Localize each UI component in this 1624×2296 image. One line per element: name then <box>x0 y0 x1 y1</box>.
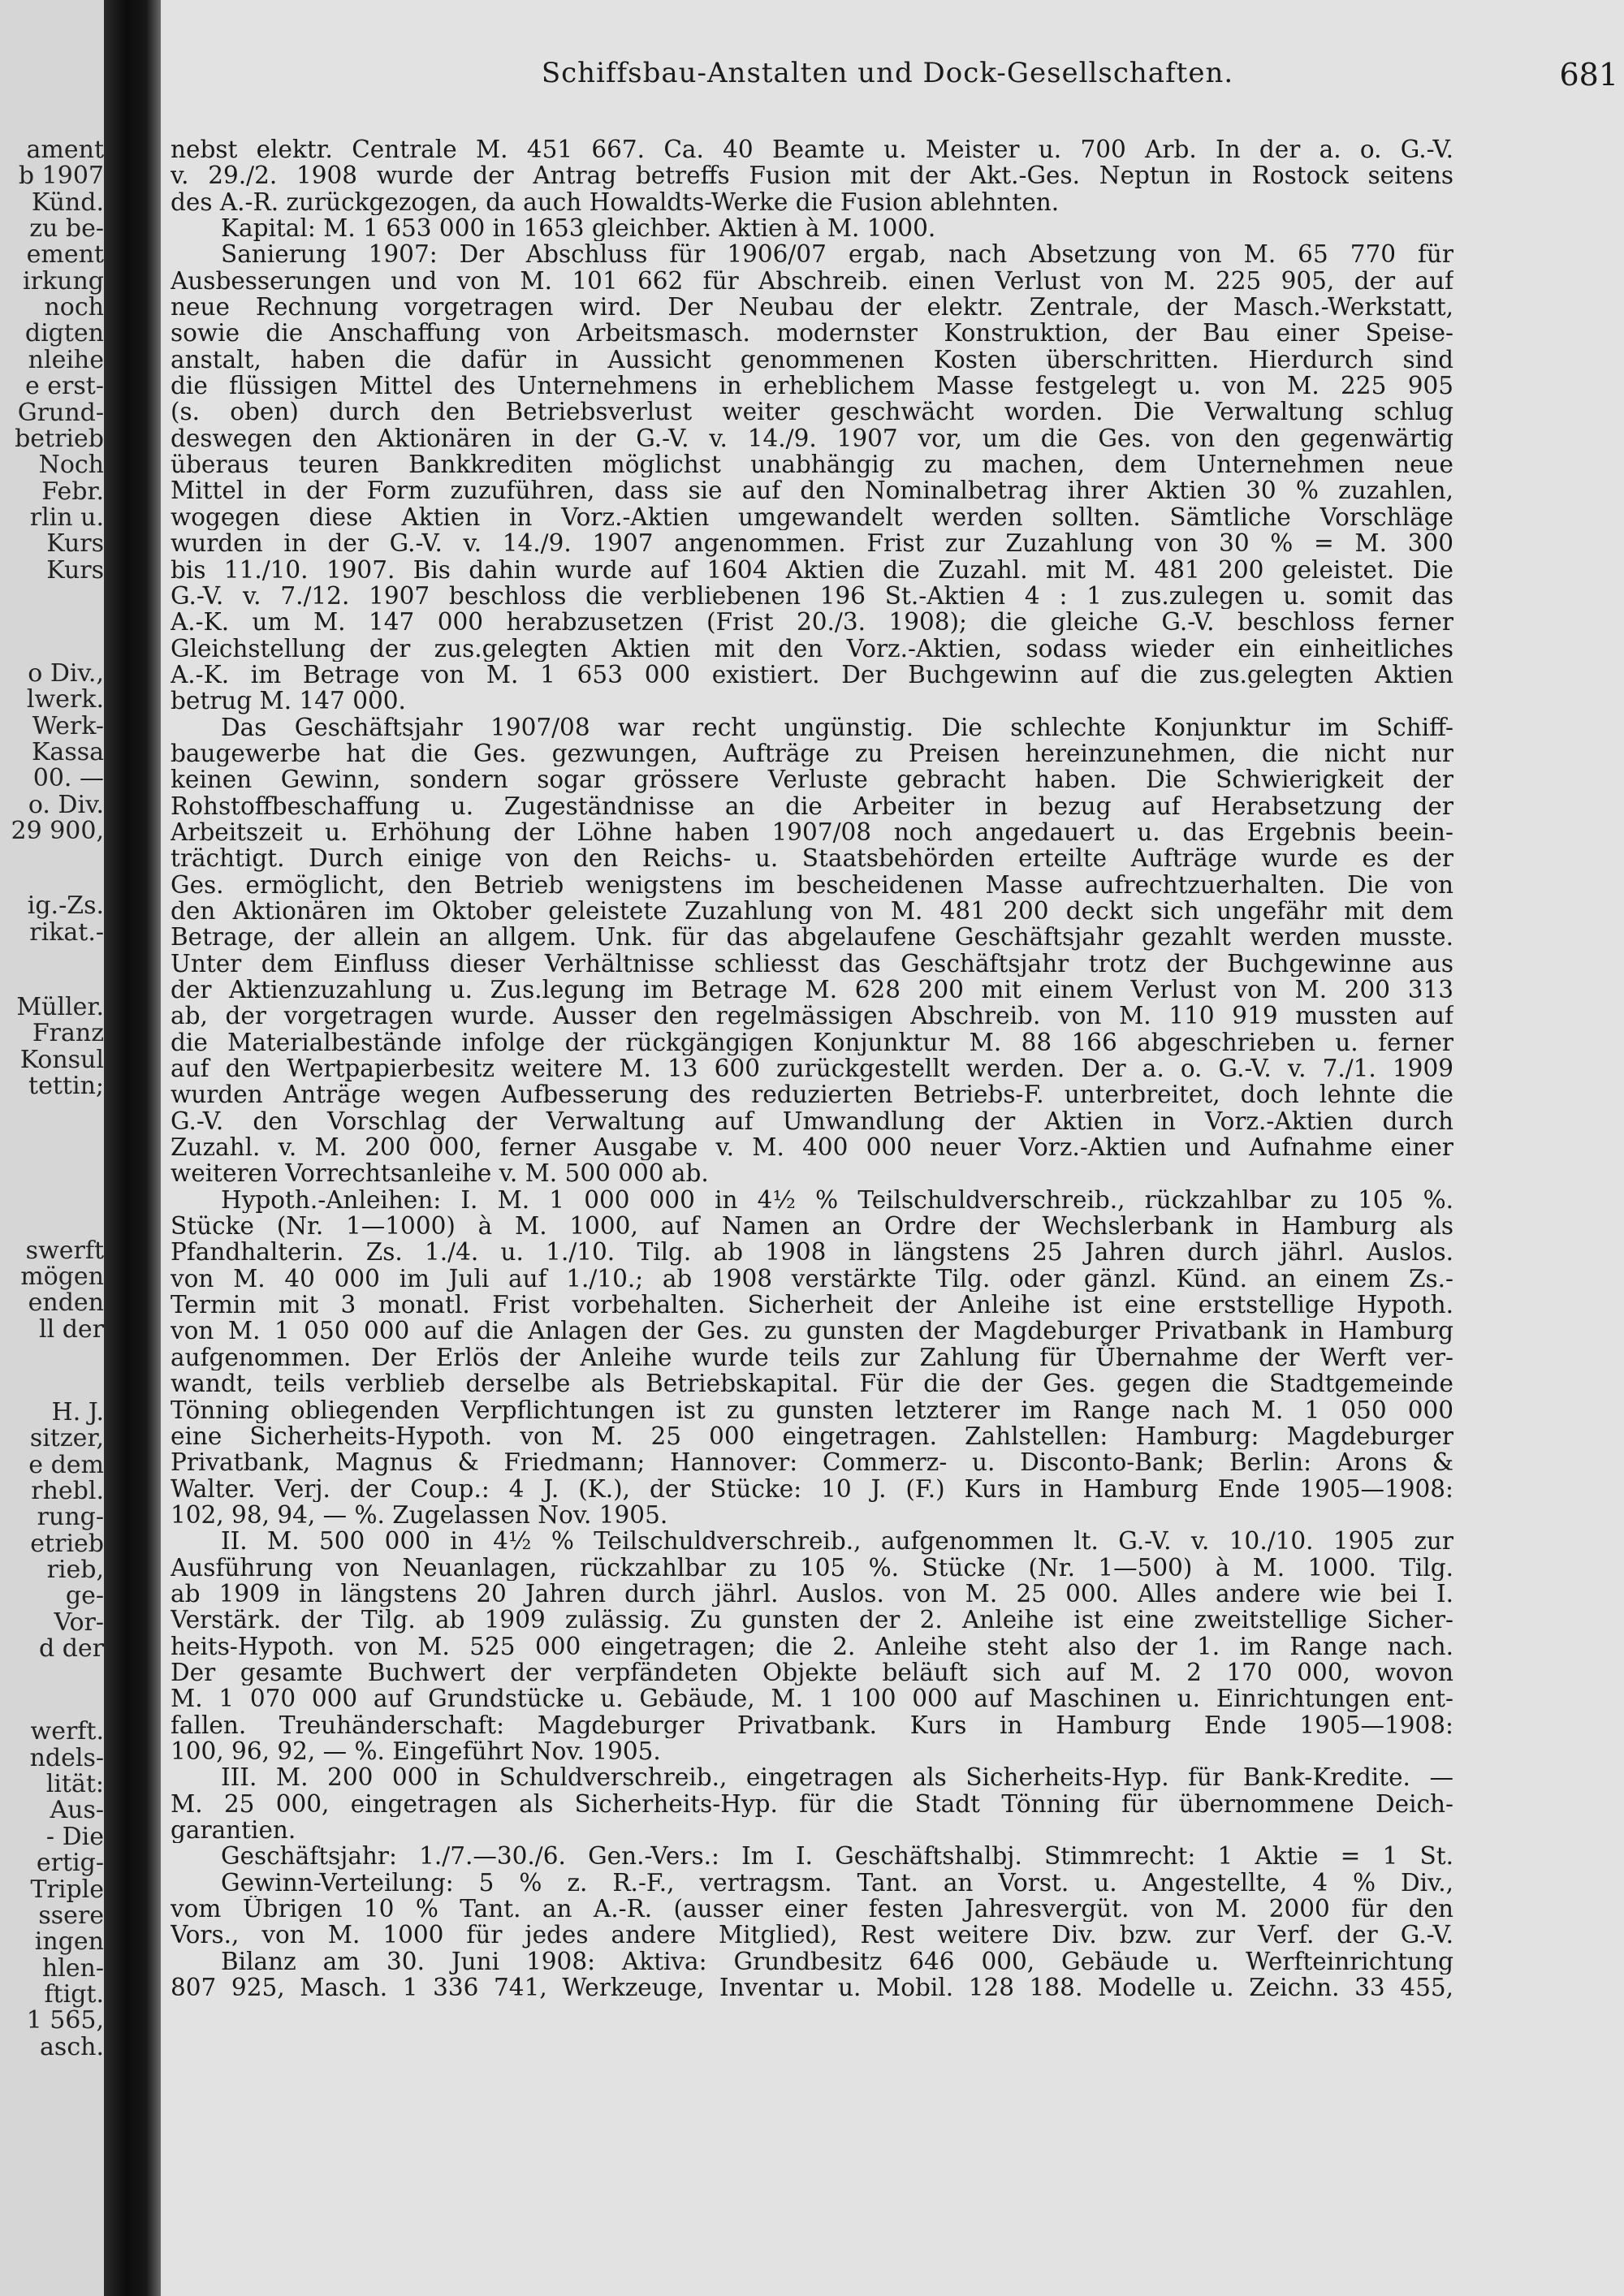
text-line: (s. oben) durch den Betriebsverlust weiter geschwächt worden. Die Verwaltung schlug <box>171 399 1453 425</box>
text-line: auf den Wertpapierbesitz weitere M. 13 600 zurückgestellt werden. Der a. o. G.-V. v. 7./1. 1909 <box>171 1055 1453 1082</box>
text-line: Rohstoffbeschaffung u. Zugeständnisse an die Arbeiter in bezug auf Herabsetzung der <box>171 792 1453 819</box>
text-line: sowie die Anschaffung von Arbeitsmasch. modernster Konstruktion, der Bau einer Speise- <box>171 320 1453 347</box>
text-line: G.-V. v. 7./12. 1907 beschloss die verbliebenen 196 St.-Aktien 4 : 1 zus.zulegen u. somit das <box>171 582 1453 610</box>
left-page-fragment: ertig- <box>36 1849 104 1878</box>
left-page-fragment: mögen <box>20 1262 104 1291</box>
text-line: wogegen diese Aktien in Vorz.-Aktien umgewandelt werden sollten. Sämtliche Vorschläge <box>171 503 1453 531</box>
text-line: A.-K. um M. 147 000 herabzusetzen (Frist 20./3. 1908); die gleiche G.-V. beschloss ferner <box>171 609 1453 636</box>
left-page-fragment: ament <box>26 136 104 164</box>
text-line: Ges. ermöglicht, den Betrieb wenigstens im bescheidenen Masse aufrechtzuerhalten. Die von <box>171 871 1453 898</box>
running-title: Schiffsbau-Anstalten und Dock-Gesellschaften. <box>541 57 1234 89</box>
text-line: 807 925, Masch. 1 336 741, Werkzeuge, Inventar u. Mobil. 128 188. Modelle u. Zeichn. 33 455, <box>171 1974 1453 2001</box>
page <box>161 0 1624 2296</box>
text-line: weiteren Vorrechtsanleihe v. M. 500 000 ab. <box>171 1160 709 1187</box>
text-line: Ausführung von Neuanlagen, rückzahlbar zu 105 %. Stücke (Nr. 1—500) à M. 1000. Tilg. <box>171 1554 1453 1581</box>
text-line: ab 1909 in längstens 20 Jahren durch jährl. Auslos. von M. 25 000. Alles andere wie bei I. <box>171 1580 1453 1608</box>
left-page-fragment: irkung <box>23 266 104 296</box>
text-line: Walter. Verj. der Coup.: 4 J. (K.), der Stücke: 10 J. (F.) Kurs in Hamburg Ende 1905—1908: <box>171 1475 1453 1502</box>
text-line: die Materialbestände infolge der rückgängigen Konjunktur M. 88 166 abgeschrieben u. ferner <box>171 1029 1453 1056</box>
text-line: Verstärk. der Tilg. ab 1909 zulässig. Zu gunsten der 2. Anleihe ist eine zweitstellige Sicher- <box>171 1607 1453 1634</box>
left-page-fragment: Werk- <box>32 711 104 740</box>
text-line: Termin mit 3 monatl. Frist vorbehalten. Sicherheit der Anleihe ist eine erststellige Hypoth. <box>171 1292 1453 1318</box>
text-line: Tönning obliegenden Verpflichtungen ist zu gunsten letzterer im Range nach M. 1 050 000 <box>171 1396 1453 1423</box>
text-line: III. M. 200 000 in Schuldverschreib., eingetragen als Sicherheits-Hyp. für Bank-Kredite. — <box>221 1764 1453 1791</box>
text-line: vom Übrigen 10 % Tant. an A.-R. (ausser einer festen Jahresvergüt. von M. 2000 für den <box>171 1896 1453 1923</box>
left-page-fragment: rung- <box>37 1503 104 1532</box>
text-line: die flüssigen Mittel des Unternehmens in erheblichem Masse festgelegt u. von M. 225 905 <box>171 373 1453 399</box>
text-line: aufgenommen. Der Erlös der Anleihe wurde teils zur Zahlung für Übernahme der Werft ver- <box>171 1344 1453 1371</box>
left-page-fragment: rhebl. <box>31 1476 104 1505</box>
left-page-fragment: Franz <box>32 1019 104 1048</box>
text-line: Vors., von M. 1000 für jedes andere Mitglied), Rest weitere Div. bzw. zur Verf. der G.-V. <box>171 1922 1453 1949</box>
left-page-fragment: d der <box>38 1634 104 1664</box>
left-page-fragment: ement <box>26 240 104 270</box>
left-page-fragment: digten <box>24 319 104 348</box>
left-page-fragment: - Die <box>45 1822 104 1851</box>
left-page-fragment: ge- <box>65 1582 104 1611</box>
text-line: von M. 40 000 im Juli auf 1./10.; ab 1908 verstärkte Tilg. oder gänzl. Künd. an einem Zs.- <box>171 1265 1453 1293</box>
left-page-fragment: enden <box>28 1288 104 1318</box>
left-page-fragment: ftigt. <box>44 1979 104 2009</box>
text-line: den Aktionären im Oktober geleistete Zuzahlung von M. 481 200 deckt sich ungefähr mit dem <box>171 897 1453 925</box>
text-line: Unter dem Einfluss dieser Verhältnisse schliesst das Geschäftsjahr trotz der Buchgewinne aus <box>171 950 1453 977</box>
text-line: Gewinn-Verteilung: 5 % z. R.-F., vertragsm. Tant. an Vorst. u. Angestellte, 4 % Div., <box>221 1869 1453 1897</box>
text-line: nebst elektr. Centrale M. 451 667. Ca. 40 Beamte u. Meister u. 700 Arb. In der a. o. G.-V. <box>171 136 1453 163</box>
text-line: M. 25 000, eingetragen als Sicherheits-Hyp. für die Stadt Tönning für übernommene Deich- <box>171 1790 1453 1817</box>
text-line: Das Geschäftsjahr 1907/08 war recht ungünstig. Die schlechte Konjunktur im Schiff- <box>221 714 1453 740</box>
text-line: wurden Anträge wegen Aufbesserung des reduzierten Betriebs-F. unterbreitet, doch lehnte die <box>171 1081 1453 1108</box>
left-page-fragment: Kurs <box>46 529 104 559</box>
body-text <box>171 136 1453 2000</box>
text-line: 100, 96, 92, — %. Eingeführt Nov. 1905. <box>171 1737 661 1765</box>
left-page-fragment: e dem <box>28 1450 104 1479</box>
text-line: G.-V. den Vorschlag der Verwaltung auf Umwandlung der Aktien in Vorz.-Aktien durch <box>171 1107 1453 1135</box>
text-line: wurden in der G.-V. v. 14./9. 1907 angenommen. Frist zur Zuzahlung von 30 % = M. 300 <box>171 530 1453 557</box>
text-line: 102, 98, 94, — %. Zugelassen Nov. 1905. <box>171 1501 668 1529</box>
text-line: wandt, teils verblieb derselbe als Betriebskapital. Für die der Ges. gegen die Stadtgemeinde <box>171 1370 1453 1397</box>
text-line: bis 11./10. 1907. Bis dahin wurde auf 1604 Aktien die Zuzahl. mit M. 481 200 geleistet. Die <box>171 556 1453 583</box>
text-line: keinen Gewinn, sondern sogar grössere Verluste gebracht haben. Die Schwierigkeit der <box>171 766 1453 793</box>
left-page-fragment: 1 565, <box>26 2006 104 2035</box>
page-header <box>482 57 1618 94</box>
text-line: trächtigt. Durch einige von den Reichs- u. Staatsbehörden erteilte Aufträge wurde es der <box>171 845 1453 872</box>
text-line: Bilanz am 30. Juni 1908: Aktiva: Grundbesitz 646 000, Gebäude u. Werfteinrichtung <box>221 1948 1453 1975</box>
left-page-fragment: werft. <box>30 1717 104 1746</box>
left-page-fragment: zu be- <box>29 214 104 244</box>
left-page-fragment: b 1907 <box>18 162 104 191</box>
left-page-fragment: sitzer, <box>29 1424 104 1453</box>
text-line: Hypoth.-Anleihen: I. M. 1 000 000 in 4½ % Teilschuldverschreib., rückzahlbar zu 105 %. <box>221 1186 1453 1214</box>
left-page-fragment: 29 900, <box>11 817 104 846</box>
text-line: M. 1 070 000 auf Grundstücke u. Gebäude, M. 1 100 000 auf Maschinen u. Einrichtungen ent- <box>171 1685 1453 1712</box>
left-page-fragment: e erst- <box>25 372 104 401</box>
left-page-fragment: Triple <box>30 1875 104 1904</box>
text-line: Zuzahl. v. M. 200 000, ferner Ausgabe v. M. 400 000 neuer Vorz.-Aktien und Aufnahme einer <box>171 1134 1453 1161</box>
text-line: Betrage, der allein an allgem. Unk. für das abgelaufene Geschäftsjahr gezahlt werden musste. <box>171 924 1453 951</box>
left-page-fragment: H. J. <box>51 1397 104 1426</box>
text-line: der Aktienzuzahlung u. Zus.legung im Betrage M. 628 200 mit einem Verlust von M. 200 313 <box>171 977 1453 1003</box>
text-line: eine Sicherheits-Hypoth. von M. 25 000 eingetragen. Zahlstellen: Hamburg: Magdeburger <box>171 1422 1453 1450</box>
text-line: betrug M. 147 000. <box>171 688 406 714</box>
left-page-fragment: ll der <box>38 1314 104 1344</box>
left-page-fragment: Vor- <box>54 1608 104 1637</box>
left-page-fragment: ingen <box>34 1927 104 1957</box>
left-page-fragment: Künd. <box>31 188 104 217</box>
text-line: fallen. Treuhänderschaft: Magdeburger Privatbank. Kurs in Hamburg Ende 1905—1908: <box>171 1711 1453 1738</box>
left-page-fragment: etrieb <box>30 1529 104 1558</box>
text-line: A.-K. im Betrage von M. 1 653 000 existiert. Der Buchgewinn auf die zus.gelegten Aktien <box>171 661 1453 688</box>
left-page-fragment: Kassa <box>32 738 104 766</box>
text-line: garantien. <box>171 1817 296 1844</box>
left-page-fragment: nleihe <box>28 345 104 374</box>
left-page-fragment: hlen- <box>41 1953 104 1983</box>
text-line: Arbeitszeit u. Erhöhung der Löhne haben 1907/08 noch angedauert u. das Ergebnis beein- <box>171 818 1453 846</box>
left-page-fragment: o. Div. <box>28 790 104 819</box>
text-line: heits-Hypoth. von M. 525 000 eingetragen; die 2. Anleihe steht also der 1. im Range nach. <box>171 1633 1453 1659</box>
text-line: Stücke (Nr. 1—1000) à M. 1000, auf Namen an Ordre der Wechslerbank in Hamburg als <box>171 1213 1453 1240</box>
left-page-fragment: Konsul <box>19 1045 104 1074</box>
text-line: Gleichstellung der zus.gelegten Aktien mit den Vorz.-Aktien, sodass wieder ein einheitliches <box>171 635 1453 662</box>
book-gutter <box>104 0 161 2296</box>
left-page-fragment: 00. — <box>32 764 104 793</box>
text-line: Privatbank, Magnus & Friedmann; Hannover: Commerz- u. Disconto-Bank; Berlin: Arons & <box>171 1449 1453 1476</box>
text-line: deswegen den Aktionären in der G.-V. v. 14./9. 1907 vor, um die Ges. von den gegenwärtig <box>171 425 1453 452</box>
text-line: Geschäftsjahr: 1./7.—30./6. Gen.-Vers.: Im I. Geschäftshalbj. Stimmrecht: 1 Aktie = 1 St. <box>221 1843 1453 1870</box>
text-line: Sanierung 1907: Der Abschluss für 1906/07 ergab, nach Absetzung von M. 65 770 für <box>221 241 1453 268</box>
left-page-fragment: ig.-Zs. <box>27 891 104 921</box>
left-page-fragment: lwerk. <box>26 685 104 714</box>
text-line: Mittel in der Form zuzuführen, dass sie auf den Nominalbetrag ihrer Aktien 30 % zuzahlen, <box>171 477 1453 504</box>
left-page-fragment: Aus- <box>50 1796 104 1825</box>
left-page-fragment: rieb, <box>46 1556 104 1584</box>
left-page-fragment: ndels- <box>29 1743 104 1772</box>
left-page-fragment: Noch <box>38 451 104 480</box>
left-page-fragment: noch <box>44 293 104 322</box>
left-page-fragment: rlin u. <box>29 503 104 532</box>
left-page-fragment: betrieb <box>15 424 104 453</box>
left-page-fragment: lität: <box>45 1770 104 1799</box>
text-line: v. 29./2. 1908 wurde der Antrag betreffs Fusion mit der Akt.-Ges. Neptun in Rostock seitens <box>171 162 1453 189</box>
text-line: Kapital: M. 1 653 000 in 1653 gleichber. Aktien à M. 1000. <box>221 215 936 242</box>
left-page-fragment: Grund- <box>17 398 104 427</box>
adjacent-page-fragment <box>0 0 104 2296</box>
left-page-fragment: Müller. <box>16 993 104 1022</box>
text-line: neue Rechnung vorgetragen wird. Der Neubau der elektr. Zentrale, der Masch.-Werkstatt, <box>171 294 1453 321</box>
left-page-fragment: swerft <box>25 1236 104 1265</box>
left-page-fragment: asch. <box>40 2032 104 2061</box>
text-line: von M. 1 050 000 auf die Anlagen der Ges. zu gunsten der Magdeburger Privatbank in Hamburg <box>171 1318 1453 1344</box>
text-line: Der gesamte Buchwert der verpfändeten Objekte beläuft sich auf M. 2 170 000, wovon <box>171 1659 1453 1686</box>
left-page-fragment: Kurs <box>46 555 104 585</box>
text-line: baugewerbe hat die Ges. gezwungen, Aufträge zu Preisen hereinzunehmen, die nicht nur <box>171 740 1453 767</box>
text-line: Pfandhalterin. Zs. 1./4. u. 1./10. Tilg. ab 1908 in längstens 25 Jahren durch jährl. Auslos. <box>171 1239 1453 1266</box>
text-line: ab, der vorgetragen wurde. Ausser den regelmässigen Abschreib. von M. 110 919 mussten auf <box>171 1003 1453 1029</box>
page-number: 681 <box>1559 57 1618 93</box>
left-page-fragment: tettin; <box>28 1072 104 1101</box>
left-page-fragment: rikat.- <box>29 917 104 947</box>
left-page-fragment: ssere <box>38 1901 104 1930</box>
text-line: überaus teuren Bankkrediten möglichst unabhängig zu machen, dem Unternehmen neue <box>171 451 1453 478</box>
text-line: Ausbesserungen und von M. 101 662 für Abschreib. einen Verlust von M. 225 905, der auf <box>171 267 1453 295</box>
text-line: des A.-R. zurückgezogen, da auch Howaldts-Werke die Fusion ablehnten. <box>171 188 1060 216</box>
text-line: anstalt, haben die dafür in Aussicht genommenen Kosten überschritten. Hierdurch sind <box>171 346 1453 373</box>
left-page-fragment: o Div., <box>28 658 104 688</box>
left-page-fragment: Febr. <box>41 477 104 506</box>
text-line: II. M. 500 000 in 4½ % Teilschuldverschreib., aufgenommen lt. G.-V. v. 10./10. 1905 zur <box>221 1528 1453 1555</box>
